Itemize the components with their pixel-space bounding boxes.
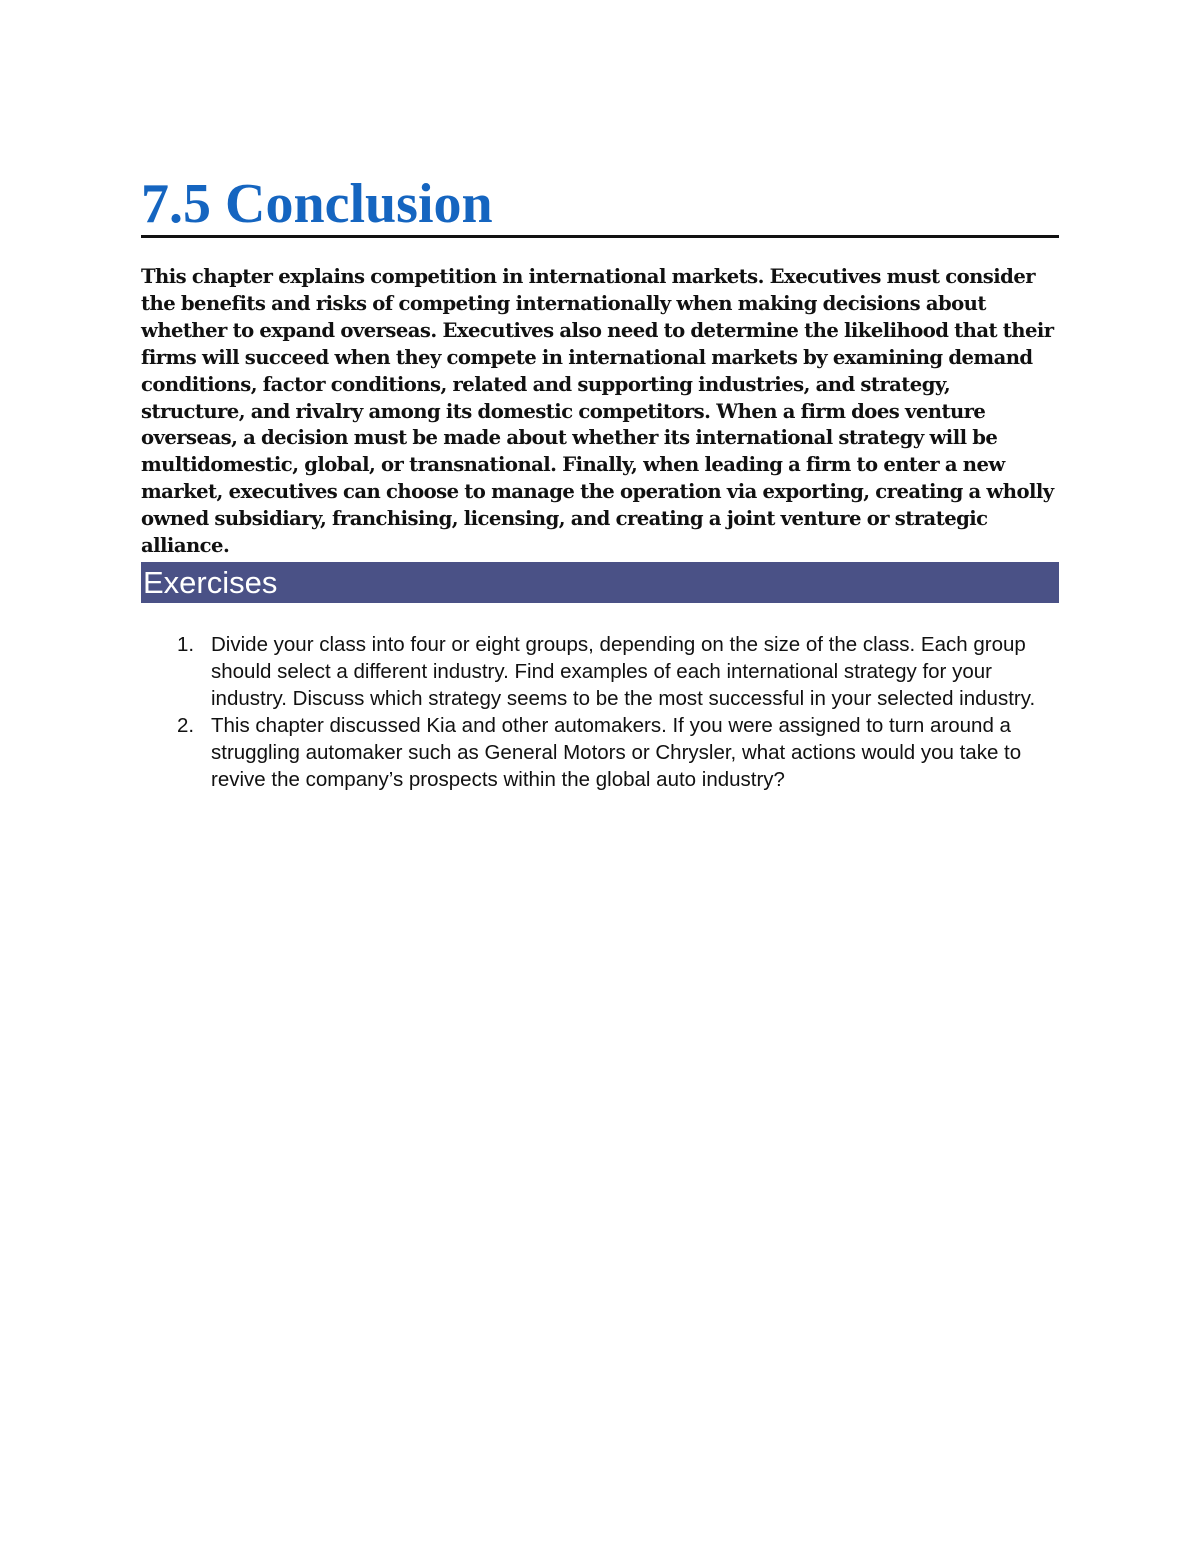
section-title: 7.5 Conclusion xyxy=(141,173,493,235)
exercise-item xyxy=(141,712,1059,793)
exercise-text: Divide your class into four or eight groups, depending on the size of the class. Each group should select a different industry. Find examples of each international strategy for your industry. Discuss which strategy seems to be the most successful in your selected industry. xyxy=(211,633,1036,710)
exercise-number: 1. xyxy=(177,633,195,656)
exercise-text: This chapter discussed Kia and other automakers. If you were assigned to turn around a struggling automaker such as General Motors or Chrysler, what actions would you take to revive the company’s prospects within the global auto industry? xyxy=(211,714,1022,791)
exercises-heading: Exercises xyxy=(143,565,278,600)
conclusion-paragraph: This chapter explains competition in international markets. Executives must consider the benefits and risks of competing internationally when making decisions about whether to expand overseas. Executives also need to determine the likelihood that their firms will succeed when they compete in international markets by examining demand conditions, factor conditions, related and supporting industries, and strategy, structure, and rivalry among its domestic competitors. When a firm does venture overseas, a decision must be made about whether its international strategy will be multidomestic, global, or transnational. Finally, when leading a firm to enter a new market, executives can choose to manage the operation via exporting, creating a wholly owned subsidiary, franchising, licensing, and creating a joint venture or strategic alliance. xyxy=(141,265,1054,558)
exercises-heading-bar xyxy=(141,562,1059,603)
title-divider xyxy=(141,235,1059,238)
exercise-number: 2. xyxy=(177,714,195,737)
exercise-item xyxy=(141,631,1059,712)
exercise-list xyxy=(141,631,1059,793)
